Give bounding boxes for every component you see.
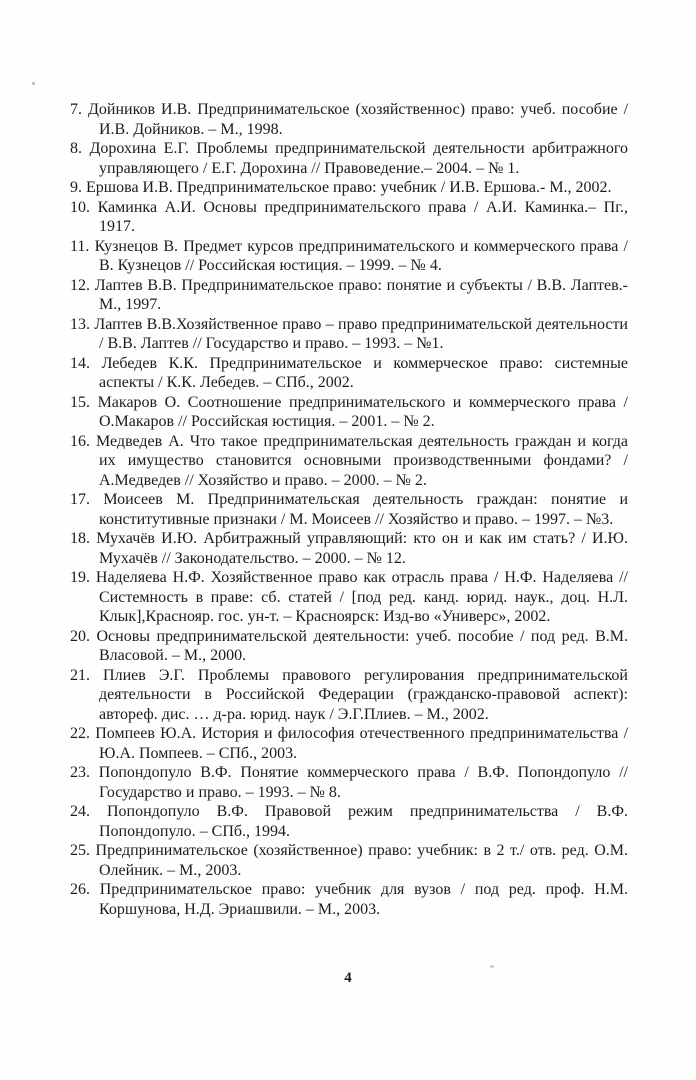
- entry-number: 18.: [70, 530, 90, 547]
- bibliography-entry: [70, 100, 628, 139]
- bibliography-entry: [70, 178, 628, 198]
- scan-artifact-dot: [490, 965, 494, 968]
- bibliography-entry: [70, 763, 628, 802]
- page-number: 4: [344, 970, 352, 986]
- entry-number: 15.: [70, 393, 90, 411]
- scan-artifact-dot: [32, 82, 35, 85]
- bibliography-entry: [70, 198, 628, 237]
- entry-text: Мухачёв И.Ю. Арбитражный управляющий: кто он и как им стать? / И.Ю. Мухачёв // Законодательство. – 2000. – № 12.: [96, 530, 629, 567]
- entry-number: 16.: [70, 432, 90, 450]
- entry-text: Дорохина Е.Г. Проблемы предпринимательской деятельности арбитражного управляющего / Е.Г. Дорохина // Правоведение.– 2004. – № 1.: [89, 140, 629, 177]
- entry-number: 21.: [70, 666, 90, 684]
- entry-number: 12.: [70, 276, 90, 294]
- entry-text: Лебедев К.К. Предпринимательское и коммерческое право: системные аспекты / К.К. Лебедев. – СПб., 2002.: [99, 354, 629, 391]
- entry-number: 24.: [70, 803, 90, 820]
- entry-text: Предпринимательское (хозяйственное) право: учебник: в 2 т./ отв. ред. О.М. Олейник. – М., 2003.: [95, 842, 629, 879]
- bibliography-entry: [70, 393, 628, 432]
- entry-number: 17.: [70, 491, 90, 508]
- entry-text: Попондопуло В.Ф. Понятие коммерческого права / В.Ф. Попондопуло // Государство и право. – 1993. – № 8.: [98, 764, 629, 801]
- bibliography-entry: [70, 880, 628, 919]
- bibliography-entry: [70, 627, 628, 666]
- entry-text: Основы предпринимательской деятельности: учеб. пособие / под ред. В.М. Власовой. – М., 2000.: [96, 627, 629, 664]
- entry-number: 14.: [70, 354, 90, 372]
- entry-text: Кузнецов В. Предмет курсов предпринимательского и коммерческого права / В. Кузнецов // Российская юстиция. – 1999. – № 4.: [94, 237, 628, 274]
- entry-text: Попондопуло В.Ф. Правовой режим предпринимательства / В.Ф. Попондопуло. – СПб., 1994.: [99, 803, 628, 840]
- bibliography-entry: [70, 432, 628, 491]
- entry-number: 22.: [70, 725, 90, 742]
- bibliography-entry: [70, 139, 628, 178]
- bibliography-entry: [70, 276, 628, 315]
- entry-text: Наделяева Н.Ф. Хозяйственное право как отрасль права / Н.Ф. Наделяева // Системность в праве: сб. статей / [под ред. канд. юрид. наук., доц. Н.Л. Клык],Краснояр. гос. ун-т. – Красноярск: Изд-во «Универс», 2002.: [95, 569, 628, 625]
- bibliography-entry: [70, 568, 628, 627]
- entry-number: 9.: [70, 179, 82, 196]
- entry-number: 26.: [70, 881, 90, 898]
- bibliography-entry: [70, 354, 628, 393]
- bibliography-entry: [70, 841, 628, 880]
- entry-text: Каминка А.И. Основы предпринимательского права / А.И. Каминка.– Пг., 1917.: [97, 198, 628, 235]
- entry-number: 11.: [70, 237, 90, 255]
- entry-text: Макаров О. Соотношение предпринимательского и коммерческого права / О.Макаров // Российская юстиция. – 2001. – № 2.: [97, 393, 628, 430]
- entry-text: Лаптев В.В.Хозяйственное право – право предпринимательской деятельности / В.В. Лаптев // Государство и право. – 1993. – №1.: [94, 315, 628, 352]
- bibliography-entry: [70, 315, 628, 354]
- entry-number: 10.: [70, 198, 90, 216]
- entry-text: Медведев А. Что такое предпринимательская деятельность граждан и когда их имущество становится основными производственными фондами? / А.Медведев // Хозяйство и право. – 2000. – № 2.: [96, 432, 629, 489]
- entry-number: 8.: [70, 140, 82, 157]
- bibliography-entry: [70, 490, 628, 529]
- entry-text: Ершова И.В. Предпринимательское право: учебник / И.В. Ершова.- М., 2002.: [86, 179, 612, 196]
- entry-number: 25.: [70, 842, 90, 859]
- entry-text: Помпеев Ю.А. История и философия отечественного предпринимательства / Ю.А. Помпеев. – СПб., 2003.: [95, 725, 629, 762]
- entry-text: Предпринимательское право: учебник для вузов / под ред. проф. Н.М. Коршунова, Н.Д. Эриашвили. – М., 2003.: [99, 881, 629, 918]
- entry-text: Моисеев М. Предпринимательская деятельность граждан: понятие и конститутивные признаки / М. Моисеев // Хозяйство и право. – 1997. – №3.: [99, 491, 629, 528]
- bibliography-entry: [70, 529, 628, 568]
- bibliography-entry: [70, 237, 628, 276]
- entry-number: 19.: [70, 569, 90, 586]
- bibliography-list: [70, 100, 628, 919]
- entry-number: 13.: [70, 315, 90, 333]
- entry-number: 20.: [70, 627, 90, 645]
- bibliography-entry: [70, 666, 628, 725]
- entry-text: Дойников И.В. Предпринимательское (хозяйственнос) право: учеб. пособие / И.В. Дойников. – М., 1998.: [87, 101, 629, 138]
- entry-number: 7.: [70, 101, 82, 118]
- entry-text: Плиев Э.Г. Проблемы правового регулирования предпринимательской деятельности в Российской Федерации (гражданско-правовой аспект): автореф. дис. … д-ра. юрид. наук / Э.Г.Плиев. – М., 2002.: [99, 666, 628, 723]
- entry-text: Лаптев В.В. Предпринимательское право: понятие и субъекты / В.В. Лаптев.- М., 1997.: [94, 276, 629, 313]
- bibliography-entry: [70, 802, 628, 841]
- entry-number: 23.: [70, 764, 90, 781]
- bibliography-entry: [70, 724, 628, 763]
